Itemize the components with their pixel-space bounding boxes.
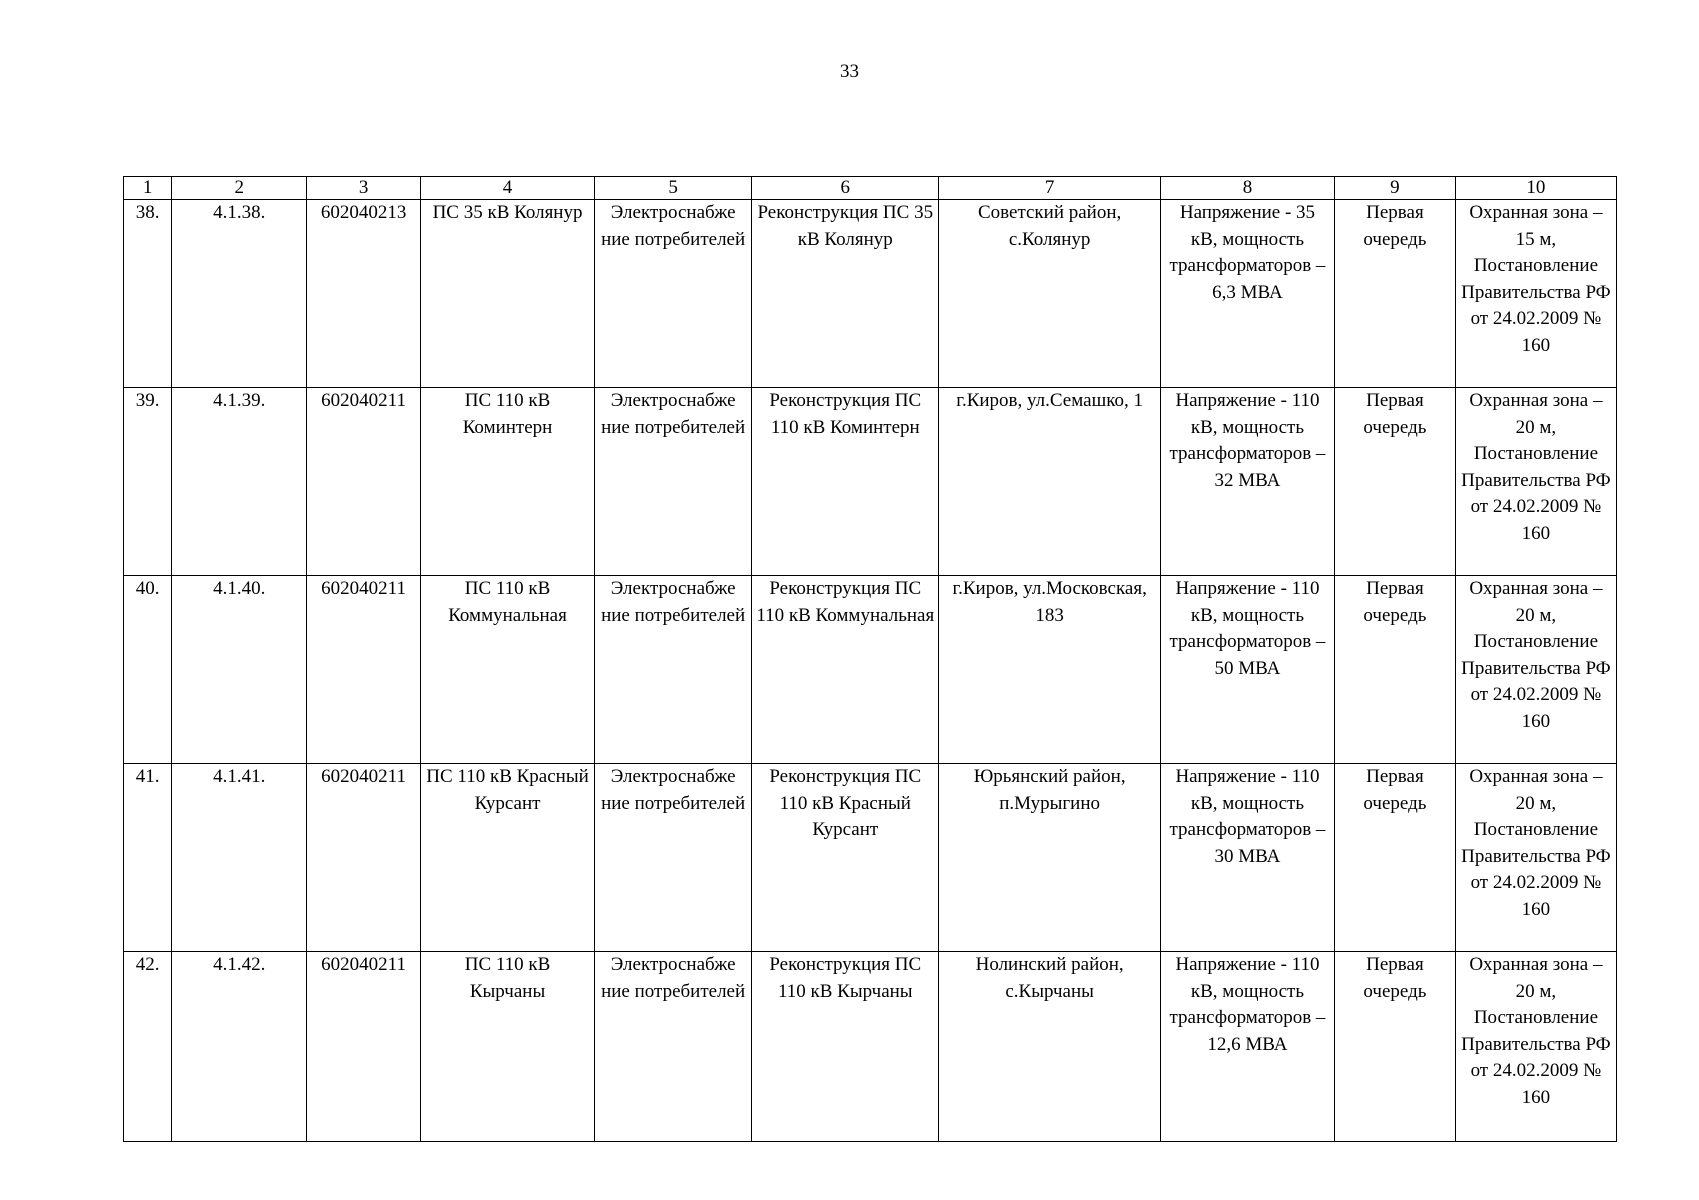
item-code: 4.1.42. <box>172 952 307 1142</box>
row-number: 40. <box>124 576 172 764</box>
location: Юрьянский район, п.Мурыгино <box>939 764 1160 952</box>
object-purpose: Электроснабже ние потребителей <box>595 388 752 576</box>
column-header: 9 <box>1335 177 1456 200</box>
column-number-row <box>124 177 1617 200</box>
table-row <box>124 576 1617 764</box>
facilities-table <box>123 176 1617 1142</box>
planned-action: Реконструкция ПС 35 кВ Колянур <box>752 200 939 388</box>
object-name: ПС 110 кВ Красный Курсант <box>420 764 594 952</box>
object-purpose: Электроснабже ние потребителей <box>595 576 752 764</box>
item-code: 4.1.38. <box>172 200 307 388</box>
row-number: 38. <box>124 200 172 388</box>
characteristics: Напряжение - 110 кВ, мощность трансформаторов – 12,6 МВА <box>1160 952 1334 1142</box>
priority: Первая очередь <box>1335 200 1456 388</box>
priority: Первая очередь <box>1335 764 1456 952</box>
location: г.Киров, ул.Семашко, 1 <box>939 388 1160 576</box>
row-number: 42. <box>124 952 172 1142</box>
characteristics: Напряжение - 110 кВ, мощность трансформаторов – 32 МВА <box>1160 388 1334 576</box>
item-code: 4.1.40. <box>172 576 307 764</box>
item-code: 4.1.41. <box>172 764 307 952</box>
column-header: 3 <box>307 177 421 200</box>
characteristics: Напряжение - 110 кВ, мощность трансформаторов – 50 МВА <box>1160 576 1334 764</box>
object-id: 602040211 <box>307 388 421 576</box>
planned-action: Реконструкция ПС 110 кВ Кырчаны <box>752 952 939 1142</box>
page-number: 33 <box>840 61 859 82</box>
table-row <box>124 200 1617 388</box>
column-header: 6 <box>752 177 939 200</box>
protection-zone: Охранная зона – 20 м, Постановление Правительства РФ от 24.02.2009 № 160 <box>1455 952 1616 1142</box>
column-header: 7 <box>939 177 1160 200</box>
characteristics: Напряжение - 35 кВ, мощность трансформаторов – 6,3 МВА <box>1160 200 1334 388</box>
priority: Первая очередь <box>1335 576 1456 764</box>
table-row <box>124 952 1617 1142</box>
planned-action: Реконструкция ПС 110 кВ Коминтерн <box>752 388 939 576</box>
table-row <box>124 388 1617 576</box>
protection-zone: Охранная зона – 15 м, Постановление Правительства РФ от 24.02.2009 № 160 <box>1455 200 1616 388</box>
location: г.Киров, ул.Московская, 183 <box>939 576 1160 764</box>
item-code: 4.1.39. <box>172 388 307 576</box>
column-header: 4 <box>420 177 594 200</box>
object-name: ПС 110 кВ Кырчаны <box>420 952 594 1142</box>
object-name: ПС 110 кВ Коммунальная <box>420 576 594 764</box>
column-header: 10 <box>1455 177 1616 200</box>
column-header: 2 <box>172 177 307 200</box>
table-row <box>124 764 1617 952</box>
object-purpose: Электроснабже ние потребителей <box>595 200 752 388</box>
object-purpose: Электроснабже ние потребителей <box>595 764 752 952</box>
object-purpose: Электроснабже ние потребителей <box>595 952 752 1142</box>
column-header: 5 <box>595 177 752 200</box>
planned-action: Реконструкция ПС 110 кВ Коммунальная <box>752 576 939 764</box>
column-header: 1 <box>124 177 172 200</box>
characteristics: Напряжение - 110 кВ, мощность трансформаторов – 30 МВА <box>1160 764 1334 952</box>
protection-zone: Охранная зона – 20 м, Постановление Правительства РФ от 24.02.2009 № 160 <box>1455 576 1616 764</box>
protection-zone: Охранная зона – 20 м, Постановление Правительства РФ от 24.02.2009 № 160 <box>1455 764 1616 952</box>
object-id: 602040211 <box>307 764 421 952</box>
planned-action: Реконструкция ПС 110 кВ Красный Курсант <box>752 764 939 952</box>
object-id: 602040211 <box>307 952 421 1142</box>
location: Нолинский район, с.Кырчаны <box>939 952 1160 1142</box>
object-id: 602040211 <box>307 576 421 764</box>
priority: Первая очередь <box>1335 388 1456 576</box>
row-number: 41. <box>124 764 172 952</box>
object-id: 602040213 <box>307 200 421 388</box>
object-name: ПС 110 кВ Коминтерн <box>420 388 594 576</box>
location: Советский район, с.Колянур <box>939 200 1160 388</box>
priority: Первая очередь <box>1335 952 1456 1142</box>
column-header: 8 <box>1160 177 1334 200</box>
object-name: ПС 35 кВ Колянур <box>420 200 594 388</box>
row-number: 39. <box>124 388 172 576</box>
protection-zone: Охранная зона – 20 м, Постановление Правительства РФ от 24.02.2009 № 160 <box>1455 388 1616 576</box>
